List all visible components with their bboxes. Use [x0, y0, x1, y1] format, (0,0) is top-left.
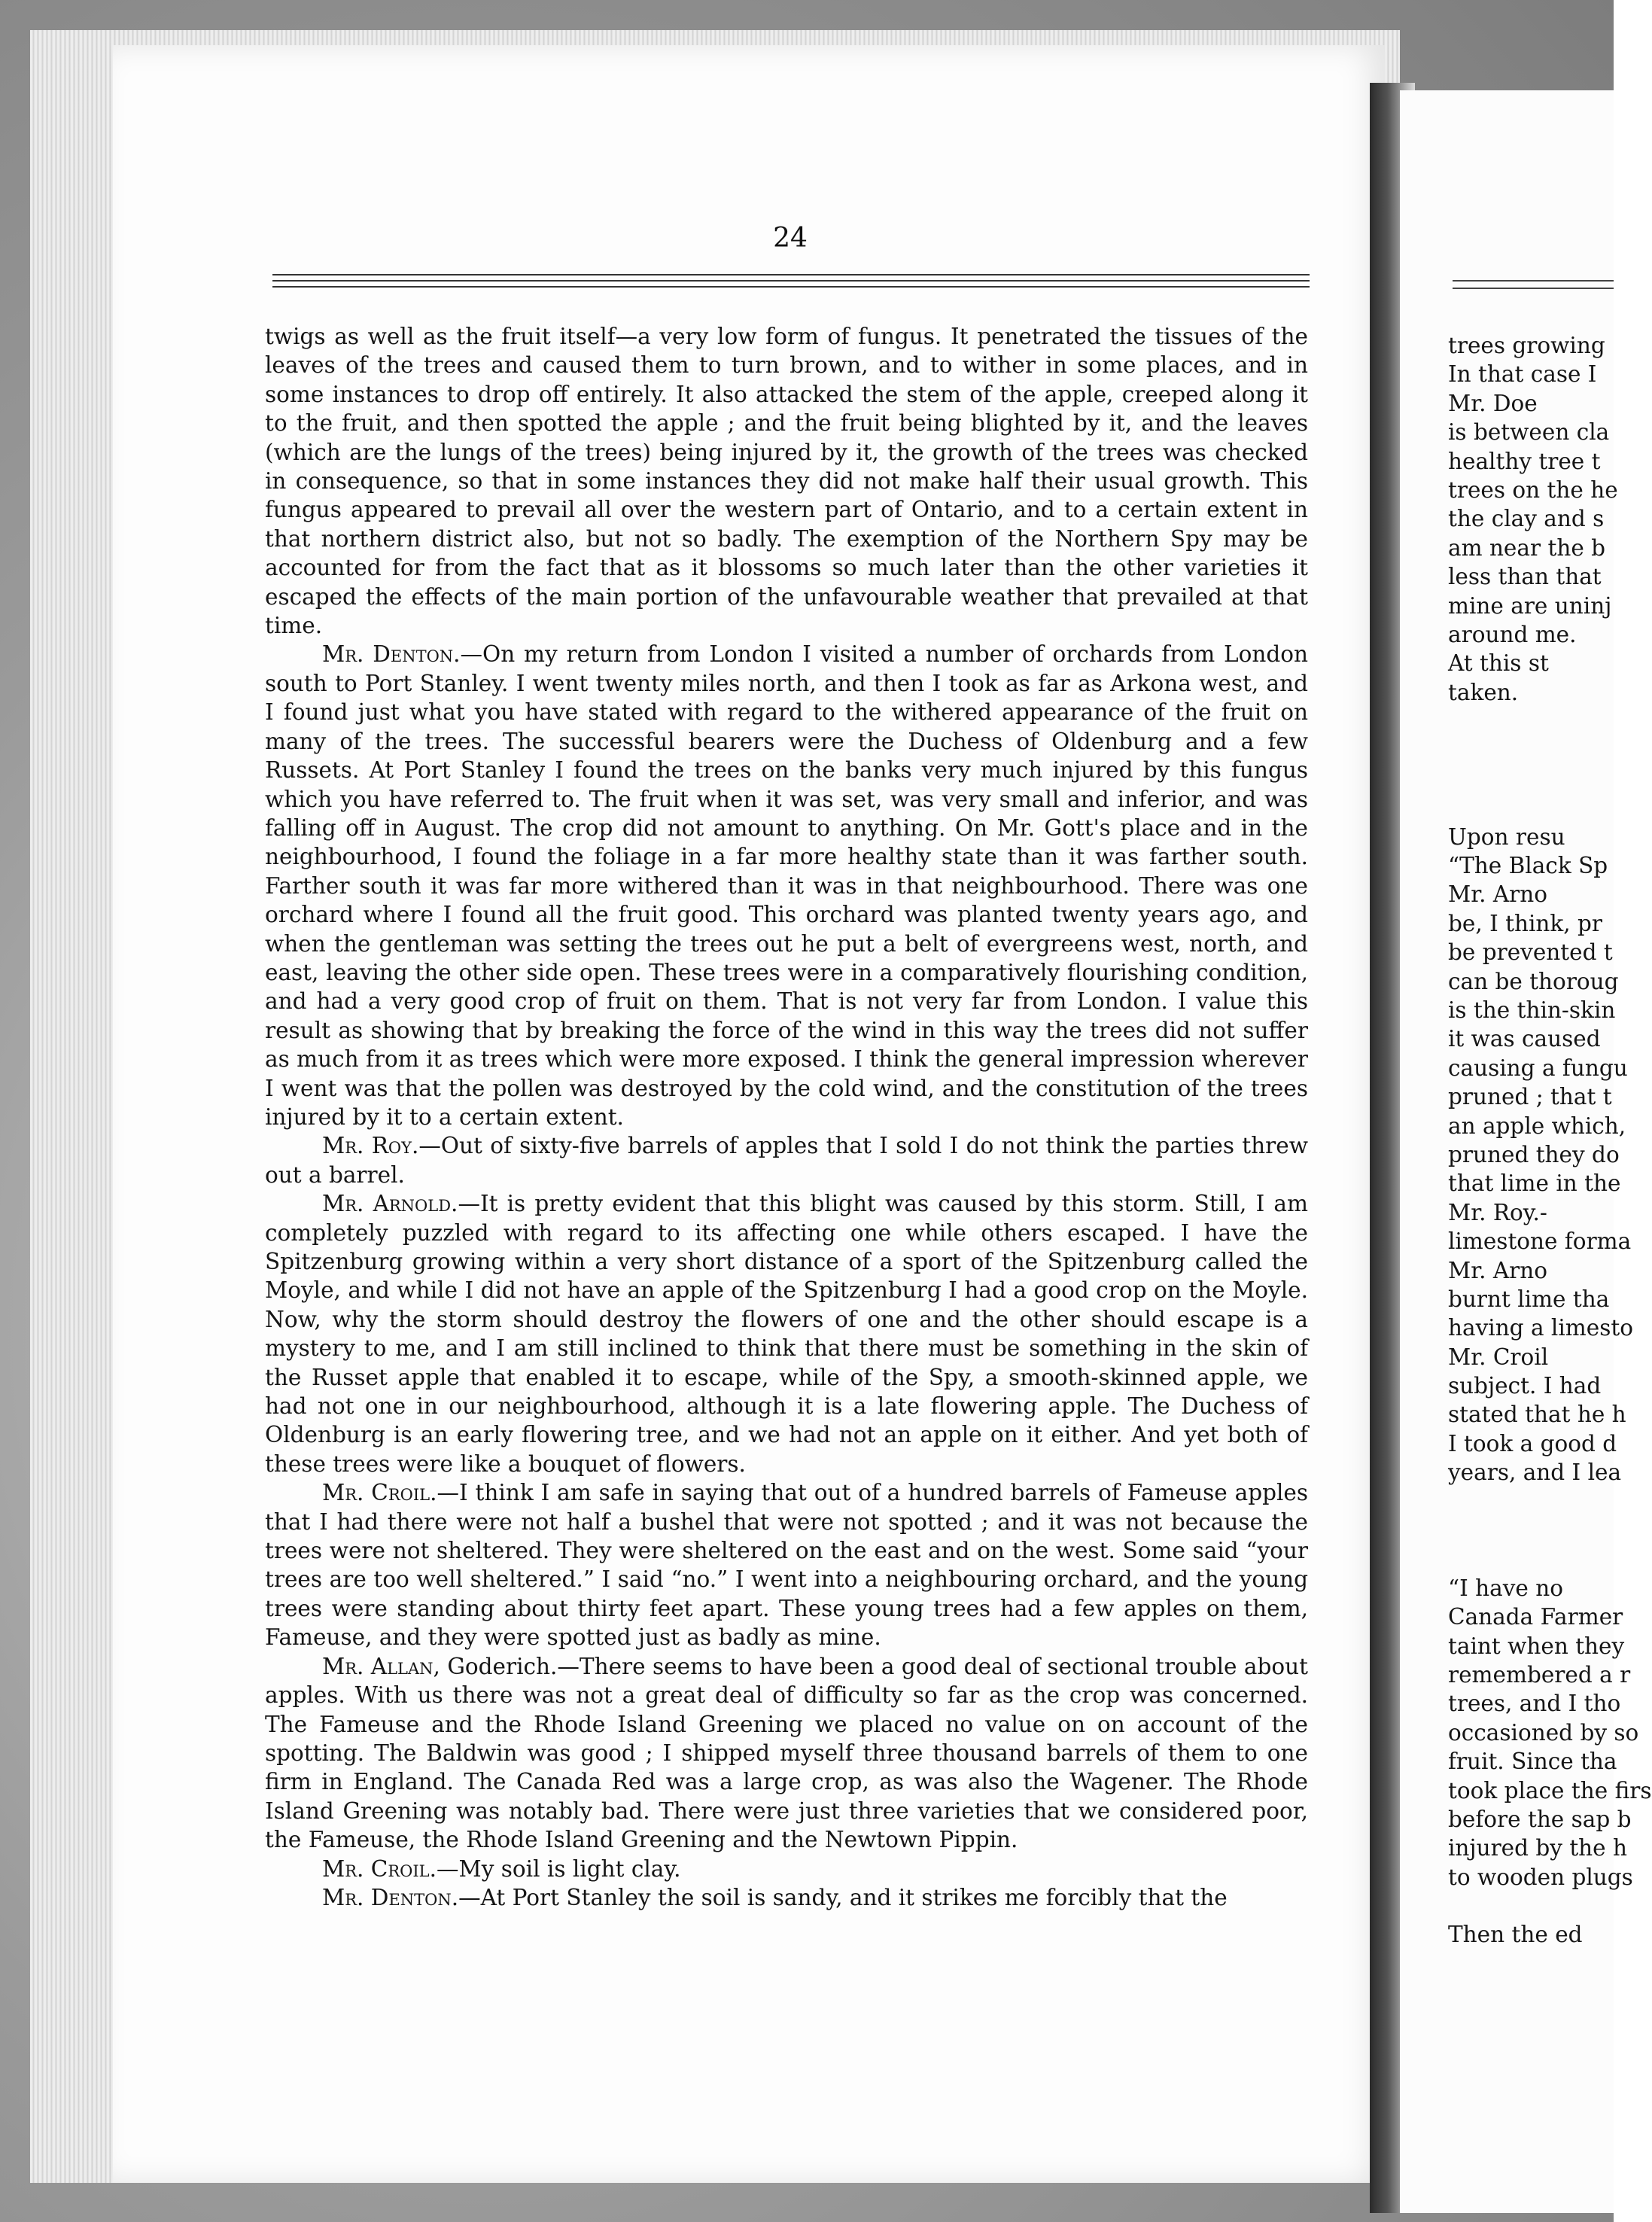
paragraph: [265, 1131, 1308, 1189]
paragraph: [265, 1855, 1308, 1883]
speaker-name: Mr. Denton.: [322, 1884, 459, 1910]
right-page-line: around me.: [1448, 621, 1577, 647]
right-page-line: Mr. Arno: [1448, 881, 1547, 908]
right-page-line: is between cla: [1448, 419, 1610, 446]
right-page-line: took place the firs: [1448, 1777, 1652, 1803]
right-page-line: Upon resu: [1448, 823, 1565, 850]
right-page-line: [1448, 793, 1629, 822]
right-page-line: to wooden plugs: [1448, 1864, 1633, 1890]
right-page-line: Mr. Roy.-: [1448, 1199, 1547, 1225]
right-page-line: At this st: [1448, 650, 1549, 677]
right-page-line: taint when they: [1448, 1633, 1625, 1659]
right-page-line: the clay and s: [1448, 506, 1605, 532]
right-page-line: that lime in the: [1448, 1170, 1621, 1197]
paragraph-text: Goderich.—There seems to have been a good deal of sectional trouble about apples. With us there was not a great deal of difficulty so far as the crop was concerned. The Fameuse and the Rhode Island Greening we placed no value on on account of the spotting. The Baldwin was good ; I shipped myself three thousand barrels of them to one firm in England. The Canada Red was a large crop, as was also the Wagener. The Rhode Island Greening was notably bad. There were just three varieties that we considered poor, the Fameuse, the Rhode Island Greening and the Newtown Pippin.: [265, 1653, 1309, 1853]
right-page-line: years, and I lea: [1448, 1460, 1622, 1486]
right-page-line: injured by the h: [1448, 1835, 1628, 1861]
right-page-line: burnt lime tha: [1448, 1286, 1610, 1312]
page-number: 24: [773, 223, 808, 254]
speaker-name: Mr. Allan,: [322, 1653, 440, 1679]
right-page-line: [1448, 735, 1629, 764]
right-header-rule-top: [1453, 280, 1614, 282]
right-page-line: “I have no: [1448, 1575, 1563, 1601]
paragraph-text: —It is pretty evident that this blight was caused by this storm. Still, I am completely puzzled with regard to its affecting one while others escaped. I have the Spitzenburg growing within a very short distance of a sport of the Spitzenburg called the Moyle, and while I did not have an apple of the Spitzenburg I had a good crop on the Moyle. Now, why the storm should destroy the flowers of one and the other should escape is a mystery to me, and I am still inclined to think that there must be something in the skin of the Russet apple that enabled it to escape, while of the Spy, a smooth-skinned apple, we had not one in our neighbourhood, although it is a late flowering apple. The Duchess of Oldenburg is an early flowering tree, and we had not an apple on it either. And yet both of these trees were like a bouquet of flowers.: [265, 1191, 1308, 1477]
right-page-line: limestone forma: [1448, 1228, 1632, 1255]
right-page-line: trees growing: [1448, 333, 1605, 358]
right-page-line: less than that: [1448, 564, 1602, 590]
right-page-line: [1448, 707, 1629, 735]
paragraph-text: —Out of sixty-five barrels of apples that I sold I do not think the parties threw out a barrel.: [265, 1133, 1308, 1188]
right-page-line: Mr. Croil: [1448, 1344, 1549, 1370]
speaker-name: Mr. Croil.: [322, 1480, 437, 1506]
right-page-line: remembered a r: [1448, 1661, 1631, 1688]
right-page-line: mine are uninj: [1448, 592, 1612, 619]
right-page-line: stated that he h: [1448, 1402, 1626, 1428]
right-page-line: pruned ; that t: [1448, 1084, 1612, 1110]
right-page-line: it was caused: [1448, 1026, 1601, 1052]
right-page-line: In that case I: [1448, 361, 1597, 388]
speaker-name: Mr. Roy.: [322, 1133, 419, 1159]
right-page-line: trees on the he: [1448, 476, 1618, 503]
right-page-line: can be thoroug: [1448, 968, 1619, 994]
right-page-line: [1448, 1545, 1629, 1573]
paragraph: [265, 640, 1308, 1131]
right-page-line: be, I think, pr: [1448, 910, 1603, 936]
right-page-line: before the sap b: [1448, 1806, 1632, 1832]
right-page-line: having a limesto: [1448, 1315, 1633, 1341]
header-rule-bottom: [272, 286, 1310, 288]
header-rule-middle: [272, 280, 1310, 282]
right-page-line: Mr. Doe: [1448, 390, 1538, 416]
right-page-line: subject. I had: [1448, 1373, 1602, 1399]
paragraph: [265, 322, 1308, 640]
right-page-line: Mr. Arno: [1448, 1257, 1547, 1283]
paragraph-text: —I think I am safe in saying that out of a hundred barrels of Fameuse apples that I had there were not half a bushel that were not spotted ; and it was not because the trees were not sheltered. They were sheltered on the east and on the west. Some said “your trees are too well sheltered.” I said “no.” I went into a neighbouring orchard, and the young trees were standing about thirty feet apart. These young trees had a few apples on them, Fameuse, and they were spotted just as badly as mine.: [265, 1480, 1309, 1651]
right-page-line: trees, and I tho: [1448, 1691, 1621, 1717]
right-page-line: I took a good d: [1448, 1430, 1617, 1456]
right-page-line: [1448, 765, 1629, 793]
right-page-line: “The Black Sp: [1448, 853, 1608, 879]
right-page-line: healthy tree t: [1448, 448, 1601, 474]
right-page-line: [1448, 1487, 1629, 1516]
header-rule-top: [272, 274, 1310, 275]
paragraph-text: —At Port Stanley the soil is sandy, and it strikes me forcibly that the: [458, 1884, 1228, 1910]
paragraph-text: —My soil is light clay.: [437, 1855, 681, 1882]
paragraph: [265, 1478, 1308, 1651]
right-page-line: occasioned by so: [1448, 1719, 1639, 1746]
paragraph: [265, 1652, 1308, 1855]
left-page-body: [265, 322, 1308, 1912]
right-page-line: is the thin-skin: [1448, 997, 1616, 1023]
right-header-rule-bottom: [1453, 288, 1614, 289]
right-page-line: be prevented t: [1448, 939, 1613, 966]
speaker-name: Mr. Denton.: [322, 641, 461, 668]
paragraph: [265, 1883, 1308, 1912]
speaker-name: Mr. Arnold.: [322, 1191, 458, 1217]
right-page-line: Canada Farmer: [1448, 1604, 1623, 1630]
right-page-line: Then the ed: [1448, 1922, 1583, 1948]
paragraph-text: twigs as well as the fruit itself—a very low form of fungus. It penetrated the tissues of the leaves of the trees and caused them to turn brown, and to wither in some places, and in some instances to drop off entirely. It also attacked the stem of the apple, creeped along it to the fruit, and then spotted the apple ; and the fruit being blighted by it, and the leaves (which are the lungs of the trees) being injured by it, the growth of the trees was checked in consequence, so that in some instances they did not make half their usual growth. This fungus appeared to prevail all over the western part of Ontario, and to a certain extent in that northern district also, but not so badly. The exemption of the Northern Spy may be accounted for from the fact that as it blossoms so much later than the other varieties it escaped the effects of the main portion of the unfavourable weather that prevailed at that time.: [265, 324, 1308, 639]
paragraph: [265, 1189, 1308, 1478]
right-page-line: an apple which,: [1448, 1113, 1626, 1139]
right-page-line: causing a fungu: [1448, 1055, 1628, 1081]
right-page-line: fruit. Since tha: [1448, 1749, 1617, 1775]
right-page-line: pruned they do: [1448, 1141, 1620, 1167]
right-page-line: taken.: [1448, 679, 1519, 705]
speaker-name: Mr. Croil.: [322, 1855, 437, 1882]
right-page-line: [1448, 1516, 1629, 1545]
right-page-partial-text: [1448, 331, 1652, 1950]
right-page-line: am near the b: [1448, 534, 1606, 561]
paragraph-text: —On my return from London I visited a number of orchards from London south to Port Stanley. I went twenty miles north, and then I took as far as Arkona west, and I found just what you have stated with regard to the withered appearance of the fruit on many of the trees. The successful bearers were the Duchess of Oldenburg and a few Russets. At Port Stanley I found the trees on the banks very much injured by this fungus which you have referred to. The fruit when it was set, was very small and inferior, and was falling off in August. The crop did not amount to anything. On Mr. Gott's place and in the neighbourhood, I found the foliage in a far more healthy state than it was farther south. Farther south it was far more withered than it was in that neighbourhood. There was one orchard where I found all the fruit good. This orchard was planted twenty years ago, and when the gentleman was setting the trees out he put a belt of evergreens west, north, and east, leaving the other side open. These trees were in a comparatively flourishing condition, and had a very good crop of fruit on them. That is not very far from London. I value this result as showing that by breaking the force of the wind in this way the trees did not suffer as much from it as trees which were more exposed. I think the general impression wherever I went was that the pollen was destroyed by the cold wind, and the constitution of the trees injured by it to a certain extent.: [265, 641, 1308, 1130]
right-page-line: [1448, 1892, 1629, 1920]
